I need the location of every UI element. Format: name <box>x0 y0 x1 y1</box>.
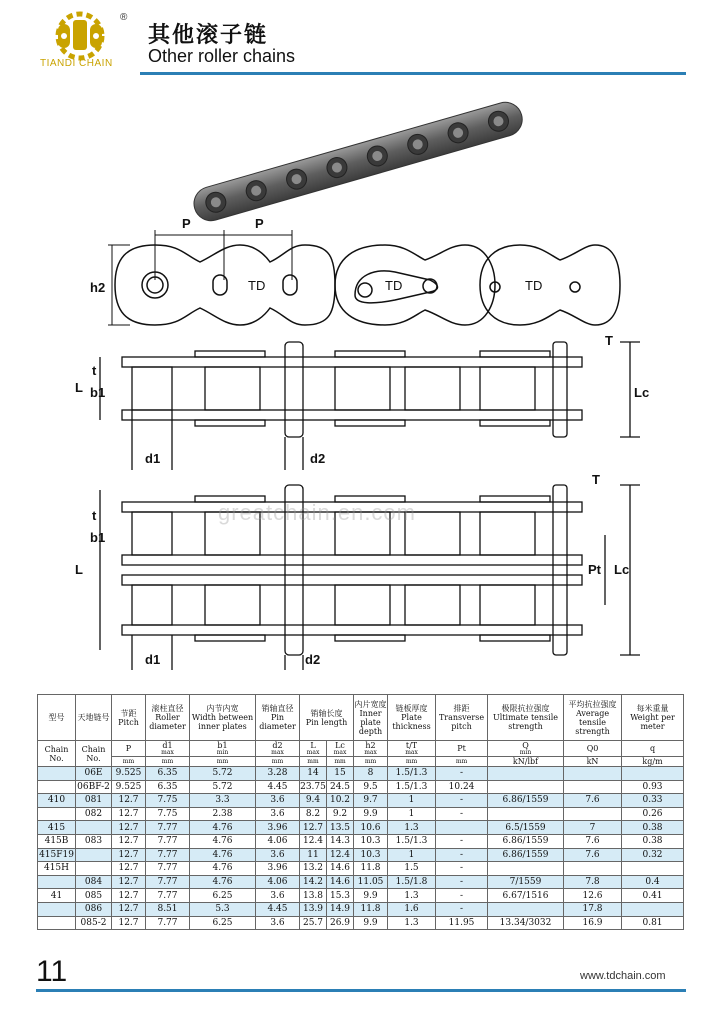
table-cell: 0.38 <box>622 821 684 835</box>
table-cell: 11.8 <box>354 862 388 876</box>
table-cell: 4.06 <box>256 875 300 889</box>
website-link[interactable]: www.tdchain.com <box>580 970 666 982</box>
table-cell: - <box>436 834 488 848</box>
dim-label-p2: P <box>255 216 264 231</box>
table-cell: 06E <box>76 767 112 781</box>
table-row <box>38 848 684 862</box>
header-cell: 天地链号 <box>76 695 112 741</box>
table-cell: 4.76 <box>190 862 256 876</box>
table-cell: 6.67/1516 <box>488 889 564 903</box>
table-cell: 14.6 <box>327 875 354 889</box>
table-cell: 084 <box>76 875 112 889</box>
table-cell: 15.3 <box>327 889 354 903</box>
table-cell: 3.6 <box>256 889 300 903</box>
table-cell <box>488 767 564 781</box>
table-cell: 12.4 <box>327 848 354 862</box>
table-row <box>38 821 684 835</box>
spec-table <box>37 694 684 930</box>
table-cell: 4.45 <box>256 902 300 916</box>
table-cell: - <box>436 875 488 889</box>
dim-label-pt: Pt <box>588 562 601 577</box>
table-cell: 26.9 <box>327 916 354 930</box>
table-cell: 1.5/1.3 <box>388 767 436 781</box>
table-row <box>38 794 684 808</box>
table-cell: 9.4 <box>300 794 327 808</box>
table-cell: 13.9 <box>300 902 327 916</box>
unit-cell: kg/m <box>622 757 684 767</box>
table-cell: 14.2 <box>300 875 327 889</box>
table-cell: 6.86/1559 <box>488 848 564 862</box>
table-row <box>38 780 684 794</box>
table-cell <box>488 780 564 794</box>
table-cell: 13.8 <box>300 889 327 903</box>
table-cell: 415B <box>38 834 76 848</box>
dim-label-d1-single: d1 <box>145 451 161 466</box>
table-cell: - <box>436 794 488 808</box>
symbol-cell: Lc max <box>327 741 354 757</box>
table-cell: 12.7 <box>112 916 146 930</box>
table-cell: 13.2 <box>300 862 327 876</box>
table-cell: 24.5 <box>327 780 354 794</box>
symbol-cell: Chain No. <box>76 741 112 767</box>
symbol-cell: b1 min <box>190 741 256 757</box>
table-cell <box>622 767 684 781</box>
table-cell: 1.5 <box>388 862 436 876</box>
table-cell: 14.9 <box>327 902 354 916</box>
symbol-cell: P <box>112 741 146 757</box>
page-header <box>0 0 720 80</box>
symbol-cell: q <box>622 741 684 757</box>
table-cell: 0.41 <box>622 889 684 903</box>
table-cell: - <box>436 862 488 876</box>
unit-cell: mm <box>146 757 190 767</box>
table-cell: 4.45 <box>256 780 300 794</box>
dim-label-p1: P <box>182 216 191 231</box>
table-cell: 3.6 <box>256 848 300 862</box>
table-cell: 1 <box>388 794 436 808</box>
table-row <box>38 767 684 781</box>
dim-label-t-double: t <box>92 508 97 523</box>
table-cell <box>76 821 112 835</box>
table-cell <box>38 767 76 781</box>
page-title-cn: 其他滚子链 <box>148 23 269 48</box>
table-cell: 7.6 <box>564 834 622 848</box>
header-cell: 销轴长度 Pin length <box>300 695 354 741</box>
table-cell: 083 <box>76 834 112 848</box>
header-cell: 内片宽度 Inner plate depth <box>354 695 388 741</box>
table-cell: 9.9 <box>354 807 388 821</box>
page-title-en: Other roller chains <box>148 46 296 66</box>
table-cell: 1 <box>388 848 436 862</box>
table-cell: 5.72 <box>190 767 256 781</box>
table-row <box>38 834 684 848</box>
table-cell: - <box>436 902 488 916</box>
table-cell: 14 <box>300 767 327 781</box>
table-cell <box>38 875 76 889</box>
header-cell: 链板厚度 Plate thickness <box>388 695 436 741</box>
table-cell: 1.3 <box>388 889 436 903</box>
table-cell: 086 <box>76 902 112 916</box>
table-cell: 6.35 <box>146 767 190 781</box>
table-cell: 4.76 <box>190 821 256 835</box>
table-cell: 9.5 <box>354 780 388 794</box>
table-cell: 10.6 <box>354 821 388 835</box>
header-cell: 平均抗拉强度 Average tensile strength <box>564 695 622 741</box>
header-cell: 排距 Transverse pitch <box>436 695 488 741</box>
table-cell: 0.26 <box>622 807 684 821</box>
table-cell <box>76 862 112 876</box>
table-cell: 1.6 <box>388 902 436 916</box>
table-cell: 3.6 <box>256 916 300 930</box>
table-unit-row <box>38 757 684 767</box>
table-cell: 5.3 <box>190 902 256 916</box>
dim-label-tt-single: T <box>605 333 613 348</box>
symbol-cell: h2 max <box>354 741 388 757</box>
table-cell <box>38 902 76 916</box>
table-cell: 10.2 <box>327 794 354 808</box>
table-cell: 0.32 <box>622 848 684 862</box>
table-cell: 7 <box>564 821 622 835</box>
table-cell: 6.25 <box>190 916 256 930</box>
table-cell: 3.3 <box>190 794 256 808</box>
brand-name: TIANDI CHAIN <box>40 58 113 69</box>
header-cell: 每米重量 Weight per meter <box>622 695 684 741</box>
table-cell: 8.2 <box>300 807 327 821</box>
table-cell: 4.06 <box>256 834 300 848</box>
dim-label-b1-single: b1 <box>90 385 106 400</box>
header-cell: 型号 <box>38 695 76 741</box>
table-cell: 4.76 <box>190 875 256 889</box>
table-cell: 12.7 <box>112 834 146 848</box>
table-cell <box>38 807 76 821</box>
table-cell: 9.525 <box>112 780 146 794</box>
table-cell: 7.77 <box>146 834 190 848</box>
dim-label-tt-double: T <box>592 472 600 487</box>
table-cell: 12.7 <box>112 794 146 808</box>
table-cell: 13.34/3032 <box>488 916 564 930</box>
registered-mark: ® <box>120 12 128 23</box>
watermark: greatchain.en.com <box>218 500 416 525</box>
table-cell: 12.7 <box>112 889 146 903</box>
header-cell: 销轴直径 Pin diameter <box>256 695 300 741</box>
unit-cell: kN/lbf <box>488 757 564 767</box>
table-cell: 15 <box>327 767 354 781</box>
table-cell: 7.77 <box>146 862 190 876</box>
table-cell: 7.8 <box>564 875 622 889</box>
table-cell: 10.24 <box>436 780 488 794</box>
table-cell <box>76 848 112 862</box>
table-cell: - <box>436 807 488 821</box>
table-cell: 085 <box>76 889 112 903</box>
table-cell: 41 <box>38 889 76 903</box>
table-cell: 1.5/1.8 <box>388 875 436 889</box>
plate-mark-td-2: TD <box>385 278 403 293</box>
table-cell <box>488 902 564 916</box>
table-cell: 12.4 <box>300 834 327 848</box>
table-cell <box>622 862 684 876</box>
symbol-cell: Q min <box>488 741 564 757</box>
table-cell: 4.76 <box>190 834 256 848</box>
table-cell: 7.6 <box>564 794 622 808</box>
table-cell: 12.7 <box>112 807 146 821</box>
table-cell: 0.93 <box>622 780 684 794</box>
table-cell: 415H <box>38 862 76 876</box>
symbol-cell: Q0 <box>564 741 622 757</box>
table-cell: 6.86/1559 <box>488 794 564 808</box>
table-row <box>38 875 684 889</box>
table-cell: 13.5 <box>327 821 354 835</box>
table-cell: 1.3 <box>388 821 436 835</box>
table-cell <box>38 780 76 794</box>
header-cell: 节距 Pitch <box>112 695 146 741</box>
table-cell: 1.5/1.3 <box>388 780 436 794</box>
table-cell: 17.8 <box>564 902 622 916</box>
table-row <box>38 807 684 821</box>
dim-label-b1-double: b1 <box>90 530 106 545</box>
dim-label-lc-single: Lc <box>634 385 650 400</box>
table-cell: 1 <box>388 807 436 821</box>
unit-cell: mm <box>256 757 300 767</box>
table-cell: 7.75 <box>146 807 190 821</box>
table-cell: 06BF-2 <box>77 781 110 792</box>
table-cell <box>436 821 488 835</box>
unit-cell: mm <box>388 757 436 767</box>
table-body <box>38 767 684 930</box>
table-cell: 1.5/1.3 <box>388 834 436 848</box>
table-cell: 8.51 <box>146 902 190 916</box>
table-cell <box>564 862 622 876</box>
unit-cell: mm <box>327 757 354 767</box>
table-cell: 23.75 <box>300 781 326 792</box>
table-cell: 10.3 <box>354 848 388 862</box>
unit-cell: mm <box>190 757 256 767</box>
table-cell: 10.3 <box>354 834 388 848</box>
table-cell: 3.96 <box>256 821 300 835</box>
table-cell: 7.77 <box>146 889 190 903</box>
table-symbol-row <box>38 741 684 757</box>
table-cell: 7.77 <box>146 875 190 889</box>
symbol-cell: Chain No. <box>38 741 76 767</box>
table-cell: 3.6 <box>256 794 300 808</box>
dim-label-h2: h2 <box>90 280 106 295</box>
table-cell: 11.95 <box>436 916 488 930</box>
chain-drawing <box>0 80 720 690</box>
table-cell: 0.38 <box>622 834 684 848</box>
table-cell: 085-2 <box>76 916 112 930</box>
table-cell: 4.76 <box>190 848 256 862</box>
table-cell: 14.3 <box>327 834 354 848</box>
header-cell: 极限抗拉强度 Ultimate tensile strength <box>488 695 564 741</box>
dim-label-lc-double: Lc <box>614 562 630 577</box>
symbol-cell: Pt <box>436 741 488 757</box>
table-cell: 7.75 <box>146 794 190 808</box>
table-cell: 081 <box>76 794 112 808</box>
table-cell: 14.6 <box>327 862 354 876</box>
table-cell: 415F19 <box>39 849 74 860</box>
table-cell <box>564 767 622 781</box>
table-cell <box>564 807 622 821</box>
table-cell: 7.6 <box>564 848 622 862</box>
table-row <box>38 889 684 903</box>
symbol-cell: L max <box>300 741 327 757</box>
dim-label-l-double: L <box>75 562 83 577</box>
dim-label-d2-single: d2 <box>310 451 326 466</box>
table-cell: 1.3 <box>388 916 436 930</box>
table-cell: 11 <box>300 848 327 862</box>
symbol-cell: d2 max <box>256 741 300 757</box>
table-row <box>38 916 684 930</box>
table-cell: 6.5/1559 <box>488 821 564 835</box>
table-cell: 5.72 <box>190 780 256 794</box>
chain-diagram <box>0 80 720 690</box>
header-rule <box>140 72 686 75</box>
unit-cell: kN <box>564 757 622 767</box>
table-cell <box>488 807 564 821</box>
table-cell: 11.8 <box>354 902 388 916</box>
table-cell: 6.35 <box>146 780 190 794</box>
table-cell: 16.9 <box>564 916 622 930</box>
dim-label-d2-double: d2 <box>305 652 321 667</box>
table-cell <box>488 862 564 876</box>
table-cell: 9.9 <box>354 889 388 903</box>
table-cell: 0.81 <box>622 916 684 930</box>
table-cell: 415 <box>38 821 76 835</box>
dim-label-l-single: L <box>75 380 83 395</box>
dim-label-t-single: t <box>92 363 97 378</box>
table-cell: 12.7 <box>112 902 146 916</box>
plan-view-single <box>100 342 640 470</box>
table-cell: 12.7 <box>112 875 146 889</box>
symbol-cell: t/T max <box>388 741 436 757</box>
header-cell: 滚柱直径 Roller diameter <box>146 695 190 741</box>
chain-photo <box>190 98 526 224</box>
table-cell: 9.9 <box>354 916 388 930</box>
table-cell: 12.6 <box>564 889 622 903</box>
symbol-cell: d1 max <box>146 741 190 757</box>
table-cell: 25.7 <box>300 916 327 930</box>
table-cell <box>564 780 622 794</box>
table-cell: 7.77 <box>146 916 190 930</box>
table-cell: 3.96 <box>256 862 300 876</box>
table-cell: 11.05 <box>354 875 388 889</box>
unit-cell: mm <box>112 757 146 767</box>
dim-label-d1-double: d1 <box>145 652 161 667</box>
table-cell: 12.7 <box>300 821 327 835</box>
table-cell: 0.33 <box>622 794 684 808</box>
table-cell: 12.7 <box>112 821 146 835</box>
table-row <box>38 862 684 876</box>
table-cell: 8 <box>354 767 388 781</box>
table-cell: 12.7 <box>112 848 146 862</box>
table-cell <box>622 902 684 916</box>
table-cell: 9.2 <box>327 807 354 821</box>
table-cell: 7/1559 <box>488 875 564 889</box>
table-cell: 082 <box>76 807 112 821</box>
plate-mark-td-1: TD <box>248 278 266 293</box>
header-cell: 内节内宽 Width between inner plates <box>190 695 256 741</box>
table-cell: - <box>436 889 488 903</box>
table-cell: - <box>436 767 488 781</box>
unit-cell: mm <box>300 757 327 767</box>
table-cell: - <box>436 848 488 862</box>
table-cell: 2.38 <box>190 807 256 821</box>
table-cell: 9.525 <box>112 767 146 781</box>
table-cell <box>38 916 76 930</box>
plate-mark-td-3: TD <box>525 278 543 293</box>
table-cell: 7.77 <box>146 848 190 862</box>
plate-outline-view <box>115 245 620 325</box>
unit-cell: mm <box>436 757 488 767</box>
table-cell: 7.77 <box>146 821 190 835</box>
table-header-row <box>38 695 684 741</box>
page-number: 11 <box>36 955 68 988</box>
table-row <box>38 902 684 916</box>
table-cell: 9.7 <box>354 794 388 808</box>
table-cell: 12.7 <box>112 862 146 876</box>
table-cell: 6.86/1559 <box>488 834 564 848</box>
table-cell: 410 <box>38 794 76 808</box>
unit-cell: mm <box>354 757 388 767</box>
table-cell: 0.4 <box>622 875 684 889</box>
footer-rule <box>36 989 686 992</box>
table-cell: 3.28 <box>256 767 300 781</box>
table-cell: 3.6 <box>256 807 300 821</box>
table-cell: 6.25 <box>190 889 256 903</box>
